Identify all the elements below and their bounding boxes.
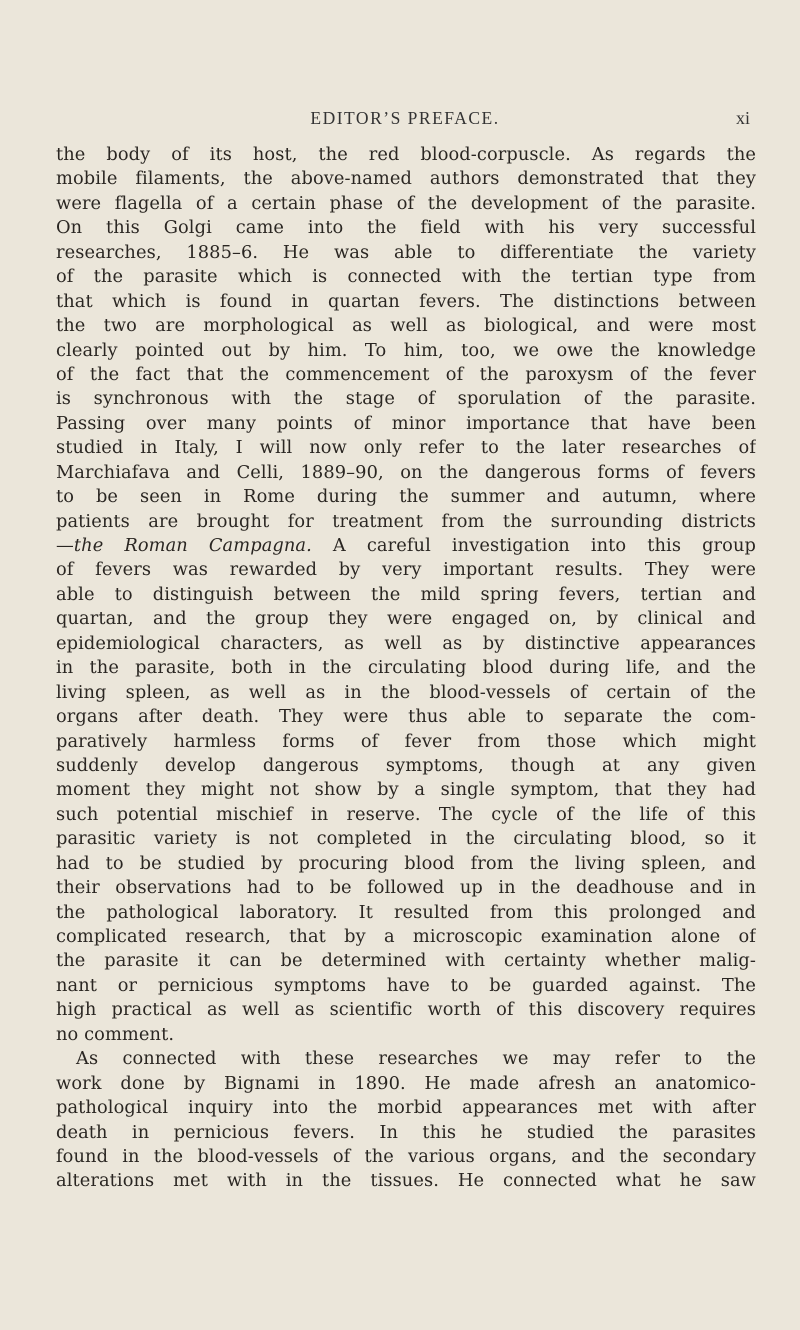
italic-place-name: the Roman Campagna.	[73, 535, 312, 556]
text-line: to be seen in Rome during the summer and autumn, where	[56, 486, 756, 508]
text-line: As connected with these researches we may refer to the	[76, 1048, 756, 1070]
text-line: Passing over many points of minor importance that have been	[56, 412, 756, 434]
page-number: xi	[735, 108, 750, 128]
text-line: death in pernicious fevers. In this he studied the parasites	[56, 1121, 756, 1143]
text-line: pathological inquiry into the morbid appearances met with after	[56, 1097, 756, 1119]
text-line: of the parasite which is connected with the tertian type from	[56, 266, 756, 288]
text-line: the parasite it can be determined with certainty whether malig-	[56, 950, 756, 972]
text-line: high practical as well as scientific worth of this discovery requires	[56, 999, 756, 1021]
text-line: paratively harmless forms of fever from those which might	[56, 730, 756, 752]
text-line: Marchiafava and Celli, 1889–90, on the dangerous forms of fevers	[56, 461, 756, 483]
text-line: parasitic variety is not completed in the circulating blood, so it	[56, 828, 756, 850]
text-line: On this Golgi came into the field with his very successful	[56, 217, 756, 239]
text-line: organs after death. They were thus able to separate the com-	[56, 706, 756, 728]
text-line: were flagella of a certain phase of the development of the parasite.	[56, 192, 756, 214]
text-line: such potential mischief in reserve. The cycle of the life of this	[56, 803, 756, 825]
text-line: patients are brought for treatment from the surrounding districts	[56, 510, 756, 532]
text-line: mobile filaments, the above-named authors demonstrated that they	[56, 168, 756, 190]
text-line: complicated research, that by a microscopic examination alone of	[56, 926, 756, 947]
text-line: clearly pointed out by him. To him, too, we owe the knowledge	[56, 339, 756, 361]
text-line: is synchronous with the stage of sporulation of the parasite.	[56, 388, 756, 410]
body-text	[56, 143, 756, 1194]
text-line: living spleen, as well as in the blood-vessels of certain of the	[56, 681, 756, 703]
text-line: —the Roman Campagna. A careful investigation into this group	[56, 535, 756, 556]
text-line: suddenly develop dangerous symptoms, though at any given	[56, 754, 756, 776]
text-line: of the fact that the commencement of the paroxysm of the fever	[56, 363, 756, 385]
text-line: researches, 1885–6. He was able to differentiate the variety	[56, 241, 756, 263]
text-line: had to be studied by procuring blood from the living spleen, and	[56, 852, 756, 874]
running-head-title: EDITOR’S PREFACE.	[310, 108, 500, 128]
text-line: epidemiological characters, as well as by distinctive appearances	[56, 632, 756, 654]
text-line: their observations had to be followed up in the deadhouse and in	[56, 877, 756, 899]
text-line: of fevers was rewarded by very important results. They were	[56, 559, 756, 581]
text-line: work done by Bignami in 1890. He made afresh an anatomico-	[56, 1072, 756, 1094]
text-line: quartan, and the group they were engaged on, by clinical and	[56, 608, 756, 630]
text-line: that which is found in quartan fevers. The distinctions between	[56, 290, 756, 312]
text-line: no comment.	[56, 1023, 175, 1045]
text-line: in the parasite, both in the circulating blood during life, and the	[56, 657, 756, 679]
text-line: the pathological laboratory. It resulted from this prolonged and	[56, 901, 756, 923]
text-line: the two are morphological as well as biological, and were most	[56, 315, 756, 337]
text-line: the body of its host, the red blood-corpuscle. As regards the	[56, 144, 756, 165]
text-line: studied in Italy, I will now only refer to the later researches of	[56, 437, 756, 459]
text-line: able to distinguish between the mild spring fevers, tertian and	[56, 583, 756, 605]
text-line: alterations met with in the tissues. He connected what he saw	[56, 1170, 756, 1192]
text-line: found in the blood-vessels of the various organs, and the secondary	[56, 1145, 756, 1167]
text-line: moment they might not show by a single symptom, that they had	[56, 779, 756, 801]
running-head	[60, 108, 750, 132]
text-line: nant or pernicious symptoms have to be guarded against. The	[56, 974, 756, 996]
